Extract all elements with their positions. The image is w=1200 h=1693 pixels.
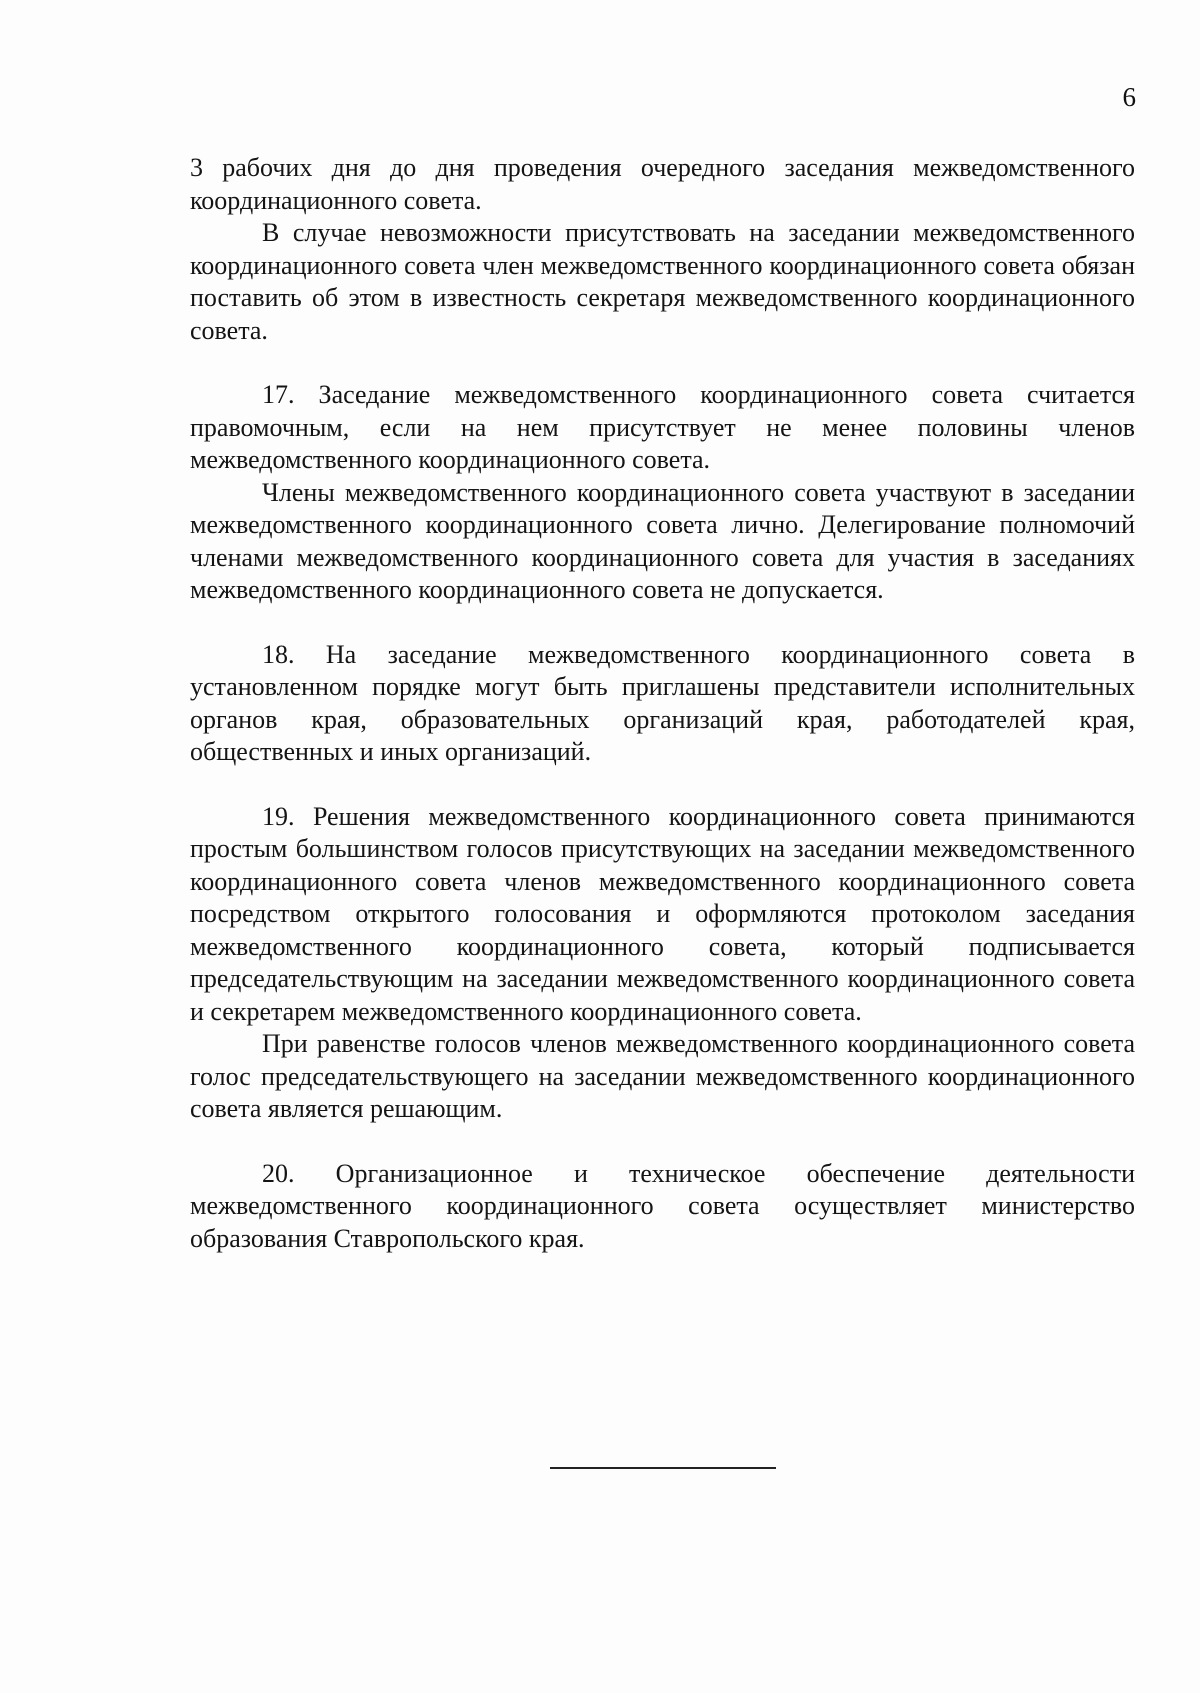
paragraph-item-20: 20. Организационное и техническое обеспечение деятельности межведомственного координационного совета осуществляет министерство образования Ставропольского края.	[190, 1158, 1135, 1253]
paragraph-item-17: 17. Заседание межведомственного координационного совета считается правомочным, если на нем присутствует не менее половины членов межведомственного координационного совета.	[190, 380, 1135, 474]
paragraph-item-18: 18. На заседание межведомственного координационного совета в установленном порядке могут быть приглашены представители исполнительных органов края, образовательных организаций края, работодателей края, общественных и иных организаций.	[190, 639, 1135, 766]
paragraph-personal-participation: Члены межведомственного координационного совета участвуют в заседании межведомственного координационного совета лично. Делегирование полномочий членами межведомственного координационного совета для участия в заседаниях межведомственного координационного совета не допускается.	[190, 477, 1135, 604]
paragraph-absence-notice: В случае невозможности присутствовать на заседании межведомственного координационного совета член межведомственного координационного совета обязан поставить об этом в известность секретаря межведомственного координационного совета.	[190, 218, 1135, 345]
paragraph-item-19: 19. Решения межведомственного координационного совета принимаются простым большинством голосов присутствующих на заседании межведомственного координационного совета членов межведомственного координационного совета посредством открытого голосования и оформляются протоколом заседания межведомственного координационного совета, который подписывается председательствующим на заседании межведомственного координационного совета и секретарем межведомственного координационного совета.	[190, 801, 1135, 1026]
document-body	[190, 152, 1135, 1255]
closing-divider	[550, 1467, 776, 1469]
page-number: 6	[1122, 82, 1136, 112]
paragraph-tie-vote: При равенстве голосов членов межведомственного координационного совета голос председательствующего на заседании межведомственного координационного совета является решающим.	[190, 1029, 1135, 1123]
paragraph-continuation: 3 рабочих дня до дня проведения очередного заседания межведомственного координационного совета.	[190, 153, 1135, 215]
